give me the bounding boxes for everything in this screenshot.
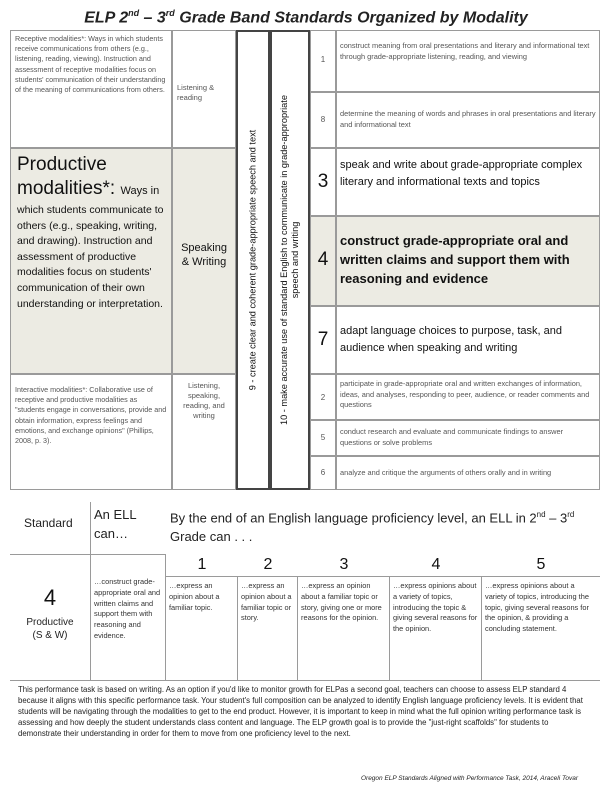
by-end-text (166, 502, 600, 546)
footer-citation: Oregon ELP Standards Aligned with Performance Task, 2014, Araceli Tovar (360, 775, 578, 782)
level-5-cell (482, 576, 600, 680)
title-part: – 3 (139, 9, 166, 27)
standard-9-text: 9 - create clear and coherent grade-appropriate speech and text (247, 129, 258, 391)
by-end-header (166, 502, 600, 554)
table-bottom-rule (10, 680, 600, 681)
productive-modality-cell (10, 148, 172, 374)
standard-number: 4 (317, 249, 329, 270)
standard-10-column (270, 30, 310, 490)
by-end-part: By the end of an English language proficiency level, an ELL in 2 (170, 510, 537, 526)
title-sup: rd (165, 8, 175, 18)
standard-text: adapt language choices to purpose, task, and audience when speaking and writing (340, 325, 562, 354)
level-1-cell (166, 576, 238, 680)
level-number: 4 (431, 556, 441, 573)
standard-10-line1: 10 - make accurate use of standard English to communicate in grade-appropriate (279, 95, 289, 425)
receptive-label: Listening & reading (177, 83, 215, 102)
standard-number: 1 (320, 55, 326, 64)
standard-row-2-num (310, 374, 336, 420)
proficiency-table (10, 502, 600, 680)
standard-number: 5 (320, 433, 326, 442)
standard-text: determine the meaning of words and phrases in oral presentations and literary and informational text (340, 109, 596, 129)
standard-row-6-num (310, 456, 336, 490)
ell-can-text: An ELL can… (94, 507, 137, 541)
by-end-sup: rd (567, 510, 575, 519)
standards-table (10, 30, 600, 490)
ell-desc-text: …construct grade-appropriate oral and written claims and support them with reasoning and evidence. (94, 577, 161, 640)
standard-4-modes: (S & W) (32, 630, 68, 641)
productive-heading-tail: Ways in (120, 185, 160, 197)
level-4-cell (390, 576, 482, 680)
standard-row-4 (336, 216, 600, 306)
standard-row-5-num (310, 420, 336, 456)
level-number: 1 (197, 556, 207, 573)
level-3-cell (298, 576, 390, 680)
title-sup: nd (128, 8, 140, 18)
standard-10-line2: speech and writing (290, 221, 300, 299)
standard-number: 7 (317, 329, 329, 350)
standard-header-text: Standard (24, 516, 73, 530)
standard-row-4-num (310, 216, 336, 306)
level-desc: …express opinions about a variety of topics, introducing the topic & giving several reasons for the opinion. (393, 581, 478, 634)
standard-number: 8 (320, 115, 326, 124)
standard-10-text (279, 95, 301, 425)
level-number: 5 (536, 556, 546, 573)
standard-4-type: Productive (26, 617, 74, 628)
standard-4-cell (10, 554, 90, 680)
productive-modality-text: which students communicate to others (e.g., speaking, writing, and drawing). Instruction and assessment of productive modalities focus on students' communication of their own understanding or interpretation. (17, 204, 164, 310)
level-desc: …express opinions about a variety of topics, introducing the topic, giving several reasons for the opinion, & providing a concluding statement. (485, 581, 589, 634)
standard-number: 6 (320, 468, 326, 477)
by-end-part: – 3 (545, 510, 568, 526)
interactive-label-cell (172, 374, 236, 490)
receptive-label-cell (172, 30, 236, 148)
performance-task-paragraph: This performance task is based on writing. As an option if you'd like to monitor growth for ELPas a second goal, teachers can choose to assess ELP standard 4 because it aligns with this specific performance task. Your student's full composition can be analyzed to identify English language proficiency levels. It is evident that students will be navigating through the modalities to get to the end product. However, it is important to keep in mind what the full opinion writing performance task is assessing and how deeply the student understands class content and language. The ELP growth goal is to provide the "just-right scaffolds" for students to demonstrate their understanding in order for them to move from one proficiency level to the next. (18, 685, 583, 739)
standard-4-number: 4 (43, 585, 57, 610)
title-part: Grade Band Standards Organized by Modality (174, 9, 528, 27)
standard-text: participate in grade-appropriate oral and written exchanges of information, ideas, and analyses, responding to peer, audience, or reader comments and questions (340, 379, 590, 409)
standard-text: construct meaning from oral presentations and literary and informational text through grade-appropriate listening, reading, and viewing (340, 41, 590, 61)
standard-text: construct grade-appropriate oral and written claims and support them with reasoning and evidence (340, 233, 570, 286)
ell-can-header (90, 502, 166, 554)
level-4-header (390, 554, 482, 576)
productive-heading (11, 149, 171, 203)
level-number: 3 (339, 556, 349, 573)
level-desc: …express an opinion about a familiar topic. (169, 581, 220, 612)
standard-row-3 (336, 148, 600, 216)
level-2-header (238, 554, 298, 576)
productive-label-cell (172, 148, 236, 374)
standard-number: 2 (320, 393, 326, 402)
by-end-sup: nd (536, 510, 546, 519)
standard-row-1-num (310, 30, 336, 92)
standard-row-1 (336, 30, 600, 92)
standard-text: speak and write about grade-appropriate complex literary and informational texts and topics (340, 159, 583, 188)
productive-label: Speaking & Writing (181, 242, 227, 268)
level-3-header (298, 554, 390, 576)
by-end-part: Grade can . . . (170, 529, 253, 545)
standard-row-2 (336, 374, 600, 420)
level-5-header (482, 554, 600, 576)
ell-desc-cell (90, 554, 166, 680)
standard-row-7 (336, 306, 600, 374)
receptive-modality-text: Receptive modalities*: Ways in which students receive communications from others (e.g., listening, reading, viewing). Instruction and assessment of receptive modalities focus on students' communication of their understanding of the meaning of communications from others. (15, 34, 166, 95)
standard-row-3-num (310, 148, 336, 216)
level-number: 2 (263, 556, 273, 573)
interactive-modality-text: Interactive modalities*: Collaborative use of receptive and productive modalities as "students engage in conversations, provide and obtain information, express feelings and emotions, and exchange opinions" (Phillips, 2008, p. 3). (15, 385, 167, 446)
standard-text: analyze and critique the arguments of others orally and in writing (340, 468, 552, 477)
level-1-header (166, 554, 238, 576)
level-desc: …express an opinion about a familiar topic or story, giving one or more reasons for the opinion. (301, 581, 382, 623)
standard-text: conduct research and evaluate and communicate findings to answer questions or solve problems (340, 427, 564, 447)
standard-header (10, 502, 90, 554)
level-desc: …express an opinion about a familiar topic or story. (241, 581, 292, 623)
interactive-modality-cell (10, 374, 172, 490)
standard-row-8 (336, 92, 600, 148)
page-title (0, 8, 612, 27)
standard-number: 3 (317, 171, 329, 192)
level-2-cell (238, 576, 298, 680)
standard-row-6 (336, 456, 600, 490)
standard-row-7-num (310, 306, 336, 374)
standard-row-5 (336, 420, 600, 456)
standard-row-8-num (310, 92, 336, 148)
productive-heading-text: Productive modalities*: (17, 154, 116, 199)
standard-9-column (236, 30, 270, 490)
interactive-label: Listening, speaking, reading, and writing (183, 381, 225, 420)
receptive-modality-cell (10, 30, 172, 148)
title-part: ELP 2 (84, 9, 129, 27)
